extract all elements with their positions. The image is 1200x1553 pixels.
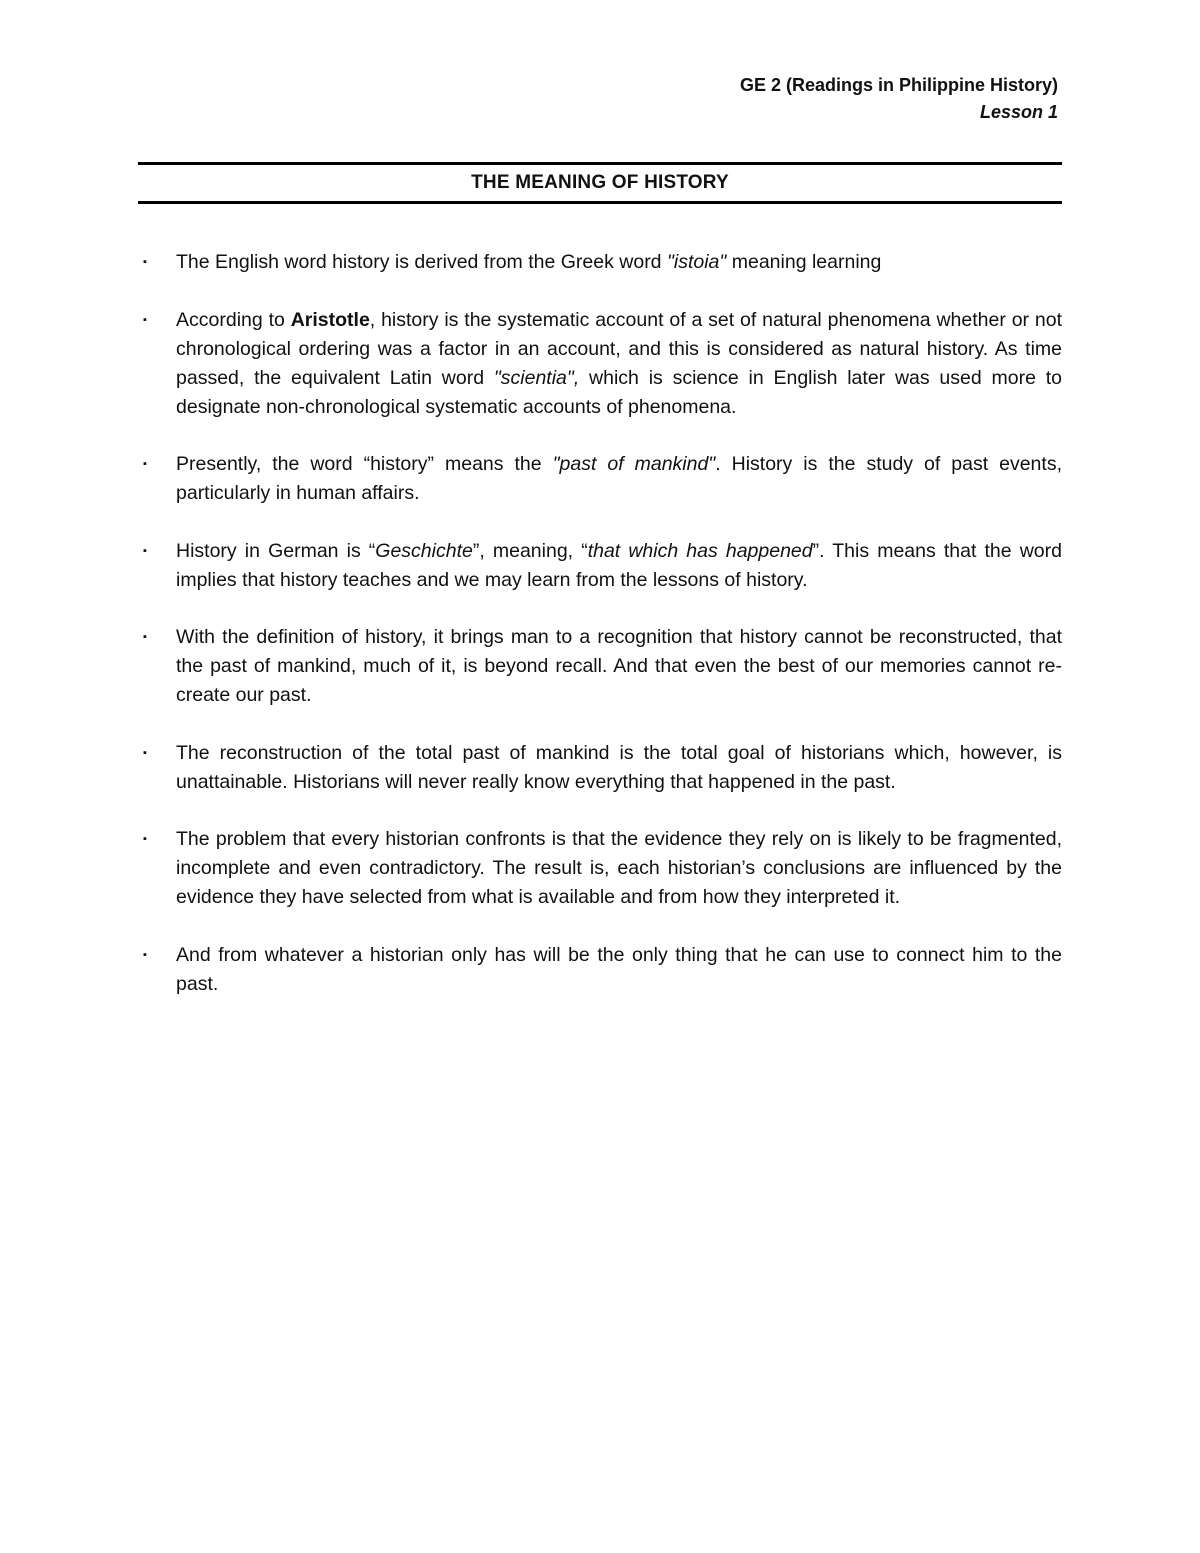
list-item xyxy=(138,537,1062,595)
text-segment: , history is the systematic account of a set of natural phenomena whether or not chronological ordering was a factor in an account, and this is considered as natural history. As time passed, the equivalent Latin word xyxy=(176,308,1062,389)
bullet-square-icon: ▪ xyxy=(143,256,147,268)
text-segment: And from whatever a historian only has will be the only thing that he can use to connect him to the past. xyxy=(176,943,1062,995)
list-item xyxy=(138,739,1062,797)
text-segment: The English word history is derived from the Greek word xyxy=(176,251,667,273)
list-item xyxy=(138,941,1062,999)
list-item xyxy=(138,623,1062,710)
text-segment: The reconstruction of the total past of mankind is the total goal of historians which, however, is unattainable. Historians will never really know everything that happened in the past. xyxy=(176,741,1062,793)
list-item xyxy=(138,825,1062,912)
bullet-list xyxy=(138,248,1062,1027)
text-segment: which is science in English later was used more to designate non-chronological systematic accounts of phenomena. xyxy=(176,366,1063,418)
title-banner xyxy=(138,162,1062,204)
lesson-label: Lesson 1 xyxy=(979,102,1058,122)
page-header xyxy=(740,72,1058,126)
bullet-square-icon: ▪ xyxy=(143,833,147,845)
text-segment: "past of mankind" xyxy=(552,453,716,475)
bullet-square-icon: ▪ xyxy=(143,313,147,326)
bullet-square-icon: ▪ xyxy=(143,948,147,961)
bullet-square-icon: ▪ xyxy=(143,631,147,643)
text-segment: Geschichte xyxy=(375,539,473,562)
text-segment: History in German is “ xyxy=(176,539,376,562)
text-segment: "scientia", xyxy=(493,366,580,389)
page-title: THE MEANING OF HISTORY xyxy=(471,172,729,193)
text-segment: With the definition of history, it brings man to a recognition that history cannot be reconstructed, that the past of mankind, much of it, is beyond recall. And that even the best of our memories cannot re-create our past. xyxy=(176,626,1062,706)
bullet-text xyxy=(176,537,1062,595)
bullet-text xyxy=(176,248,1062,277)
text-segment: . History is the study of past events, particularly in human affairs. xyxy=(176,453,1062,504)
text-segment: that which has happened xyxy=(587,539,813,562)
course-title: GE 2 (Readings in Philippine History) xyxy=(739,75,1058,95)
text-segment: "istoia" xyxy=(666,251,727,273)
list-item xyxy=(138,248,1062,277)
list-item xyxy=(138,450,1062,508)
text-segment: Aristotle xyxy=(290,308,370,331)
text-segment: ”. This means that the word implies that history teaches and we may learn from the lessons of history. xyxy=(176,539,1062,591)
bullet-square-icon: ▪ xyxy=(143,746,147,759)
bullet-square-icon: ▪ xyxy=(143,458,147,470)
bullet-text xyxy=(176,739,1062,797)
bullet-square-icon: ▪ xyxy=(143,544,147,557)
bullet-text xyxy=(176,623,1062,710)
bullet-text xyxy=(176,825,1062,912)
bullet-text xyxy=(176,450,1062,508)
text-segment: meaning learning xyxy=(726,251,882,273)
text-segment: According to xyxy=(176,308,291,331)
text-segment: The problem that every historian confronts is that the evidence they rely on is likely to be fragmented, incomplete and even contradictory. The result is, each historian’s conclusions are influenced by the evidence they have selected from what is available and from how they interpreted it. xyxy=(176,828,1062,908)
text-segment: ”, meaning, “ xyxy=(472,539,588,562)
list-item xyxy=(138,306,1062,422)
bullet-text xyxy=(176,306,1062,422)
text-segment: Presently, the word “history” means the xyxy=(176,453,553,475)
bullet-text xyxy=(176,941,1062,999)
